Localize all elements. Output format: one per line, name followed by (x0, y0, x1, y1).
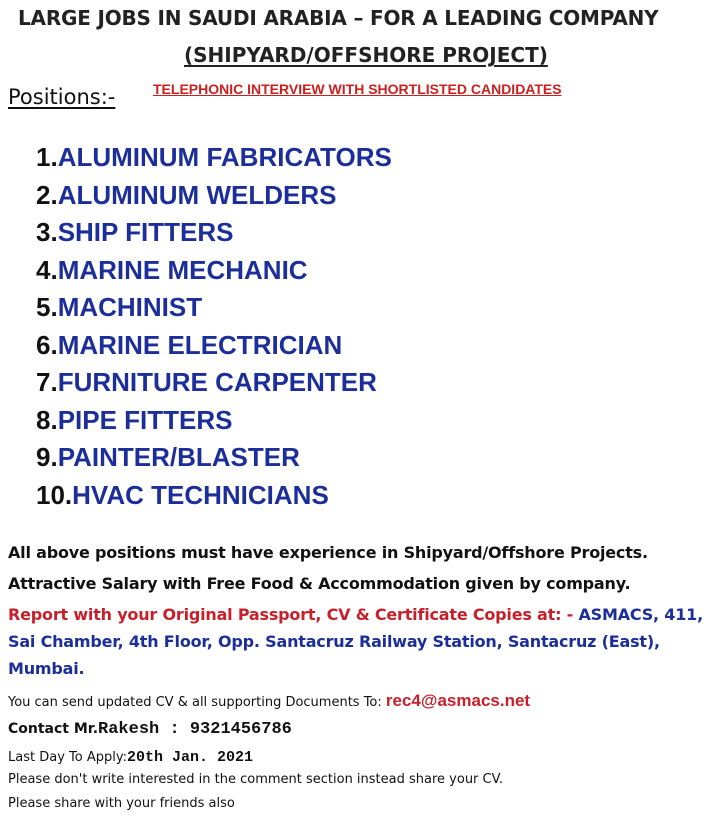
position-number: 8. (36, 404, 58, 435)
position-item (36, 405, 392, 443)
position-number: 2. (36, 179, 58, 210)
report-address-start: ASMACS, 411, (578, 605, 703, 624)
deadline-value: 20th Jan. 2021 (126, 749, 253, 766)
position-title: PAINTER/BLASTER (57, 442, 300, 472)
position-item (36, 330, 392, 368)
position-item (36, 255, 392, 293)
position-number: 6. (36, 329, 58, 360)
position-number: 1. (36, 142, 58, 172)
note-share-friends: Please share with your friends also (8, 796, 235, 811)
position-item (36, 142, 392, 180)
position-item (36, 480, 392, 518)
experience-requirement: All above positions must have experience in Shipyard/Offshore Projects. (8, 543, 648, 562)
page-subtitle: (SHIPYARD/OFFSHORE PROJECT) (184, 43, 548, 67)
position-item (36, 292, 392, 330)
position-item (36, 367, 392, 405)
position-title: FURNITURE CARPENTER (57, 367, 377, 397)
positions-list (36, 142, 392, 517)
position-item (36, 180, 392, 218)
contact-value: Rakesh : 9321456786 (98, 720, 292, 739)
position-title: MACHINIST (57, 292, 203, 322)
send-cv-line (8, 691, 530, 711)
position-number: 9. (36, 442, 58, 472)
position-number: 10. (36, 479, 73, 510)
position-title: SHIP FITTERS (57, 217, 234, 247)
send-cv-label: You can send updated CV & all supporting Documents To: (8, 695, 386, 710)
position-item (36, 217, 392, 255)
position-item (36, 442, 392, 480)
page-title: LARGE JOBS IN SAUDI ARABIA – FOR A LEADING COMPANY (18, 6, 659, 30)
position-title: MARINE MECHANIC (57, 254, 308, 285)
report-address-line-3: Mumbai. (8, 659, 85, 678)
email-link[interactable]: rec4@asmacs.net (385, 691, 531, 710)
position-title: MARINE ELECTRICIAN (57, 329, 343, 360)
report-line-1 (8, 605, 703, 624)
position-number: 3. (36, 217, 58, 247)
deadline-label: Last Day To Apply: (8, 750, 127, 765)
positions-label: Positions:- (8, 85, 116, 109)
note-share-cv: Please don't write interested in the comment section instead share your CV. (8, 772, 503, 787)
deadline-line (8, 748, 253, 766)
position-number: 5. (36, 292, 58, 322)
salary-note: Attractive Salary with Free Food & Accommodation given by company. (8, 574, 631, 593)
report-lead: Report with your Original Passport, CV & Certificate Copies at: - (8, 605, 579, 624)
report-address-line-2: Sai Chamber, 4th Floor, Opp. Santacruz Railway Station, Santacruz (East), (8, 632, 660, 651)
position-title: ALUMINUM FABRICATORS (57, 142, 392, 172)
position-title: ALUMINUM WELDERS (57, 179, 337, 210)
contact-label: Contact Mr. (8, 721, 99, 737)
position-number: 7. (36, 367, 58, 397)
contact-line (8, 720, 292, 739)
interview-note: TELEPHONIC INTERVIEW WITH SHORTLISTED CANDIDATES (153, 81, 562, 97)
position-title: HVAC TECHNICIANS (72, 479, 329, 510)
position-title: PIPE FITTERS (57, 404, 233, 435)
position-number: 4. (36, 254, 58, 285)
